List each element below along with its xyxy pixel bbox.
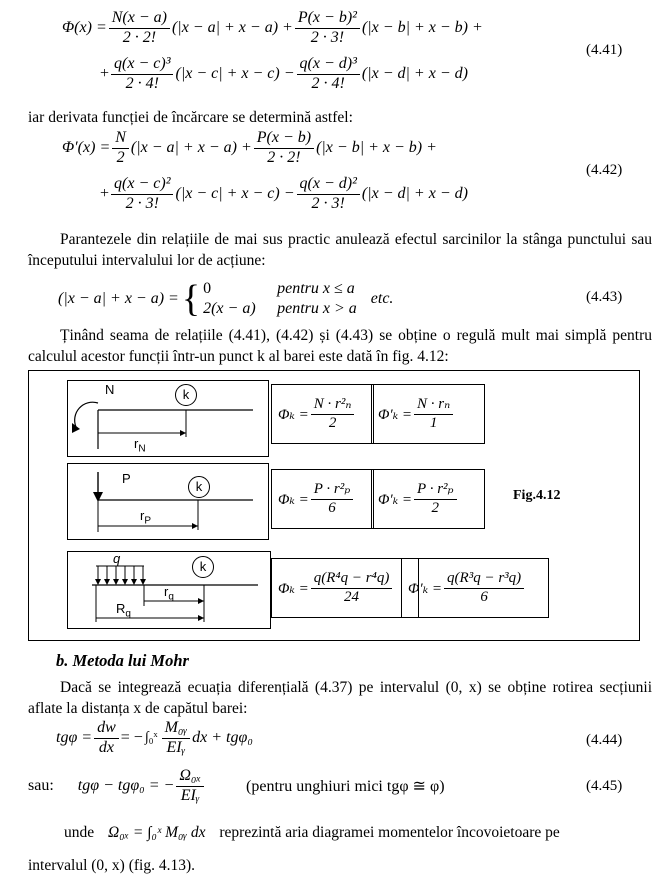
phi-formula-P: Φₖ = $\frac{\text{P · r²ₚ}}{6}$ bbox=[271, 469, 374, 529]
section-heading-mohr: b. Metoda lui Mohr bbox=[56, 651, 189, 670]
equation-number-4-44: (4.44) bbox=[586, 732, 623, 748]
equation-4-43: (|x − a| + x − a) = { 0 pentru x ≤ a 2(x − a) pentru x > a etc. bbox=[58, 278, 394, 320]
distance-label-Rq: $R_q$ bbox=[116, 601, 131, 620]
eq441-term4-fraction: $\frac{\text{q(x − d)³}}{2 \cdot 4!}$ bbox=[297, 56, 360, 93]
diagram-distributed-load bbox=[67, 551, 271, 629]
parentheses-paragraph: Parantezele din relațiile de mai sus practic anulează efectul sarcinilor la stânga punctului sau începutului intervalului lor de acțiune: bbox=[28, 231, 652, 269]
point-k-marker: k bbox=[188, 476, 210, 498]
equation-number-4-41: (4.41) bbox=[586, 42, 623, 58]
load-label-P: P bbox=[122, 471, 131, 486]
phi-formula-q: Φₖ = $\frac{\text{q(R⁴q − r⁴q)}}{24}$ bbox=[271, 558, 419, 618]
equation-number-4-42: (4.42) bbox=[586, 162, 623, 178]
equation-4-42-line-1: Φ′(x) = $\frac{N}{2}$ (|x − a| + x − a) + $\frac{P(x - b)}{2 \cdot 2!}$ (|x − b| + x − b) + bbox=[62, 129, 437, 166]
equation-4-45: sau: tgφ − tgφ₀ = − $\frac{\text{Ω₀ₓ}}{\text{EIᵧ}}$ (pentru unghiuri mici tgφ ≅ φ) bbox=[28, 767, 445, 804]
equation-number-4-45: (4.45) bbox=[586, 778, 623, 794]
diagram-point-load bbox=[67, 463, 269, 540]
point-load-diagram-svg bbox=[68, 464, 268, 539]
where-line: unde Ω₀ₓ = ∫₀ˣ M₀ᵧ dx reprezintă aria diagramei momentelor încovoietoare pe bbox=[64, 824, 560, 841]
distance-label-rq: $r_q$ bbox=[164, 584, 174, 603]
figure-4-12 bbox=[28, 370, 640, 641]
point-k-marker: k bbox=[192, 556, 214, 578]
distance-label-rN: $r_N$ bbox=[134, 436, 146, 455]
equation-number-4-43: (4.43) bbox=[586, 289, 623, 305]
figure-caption: Fig.4.12 bbox=[513, 488, 561, 503]
dphi-formula-P: Φ′ₖ = $\frac{\text{P · r²ₚ}}{2}$ bbox=[371, 469, 485, 529]
moment-diagram-svg bbox=[68, 381, 268, 456]
brace: { bbox=[181, 278, 201, 320]
derivative-intro-text: iar derivata funcției de încărcare se determină astfel: bbox=[28, 109, 353, 126]
equation-4-42-line-2: + $\frac{\text{q(x − c)²}}{2 \cdot 3!}$ (|x − c| + x − c) − $\frac{\text{q(x − d)²}}{2 \cdot 3!}$ (|x − d| + x − d) bbox=[100, 175, 468, 212]
integrate-paragraph: Dacă se integrează ecuația diferențială (4.37) pe intervalul (0, x) se obține rotirea secțiunii aflate la distanța x de capătul barei: bbox=[28, 679, 652, 717]
eq441-term1-fraction: $\frac{N(x - a)}{2 \cdot 2!}$ bbox=[109, 10, 170, 47]
point-k-marker: k bbox=[175, 384, 197, 406]
diagram-moment-load bbox=[67, 380, 269, 457]
distance-label-rP: $r_P$ bbox=[140, 508, 152, 527]
equation-4-41-line-1: Φ(x) = $\frac{N(x - a)}{2 \cdot 2!}$ (|x − a| + x − a) + $\frac{\text{P(x − b)²}}{2 \cdot 3!}$ (|x − b| + x − b) + bbox=[62, 9, 483, 46]
dphi-formula-N: Φ′ₖ = $\frac{\text{N · rₙ}}{1}$ bbox=[371, 384, 485, 444]
load-label-q: q bbox=[113, 551, 121, 566]
phi-formula-N: Φₖ = $\frac{\text{N · r²ₙ}}{2}$ bbox=[271, 384, 374, 444]
equation-4-41-line-2: + $\frac{\text{q(x − c)³}}{2 \cdot 4!}$ (|x − c| + x − c) − $\frac{\text{q(x − d)³}}{2 \cdot 4!}$ (|x − d| + x − d) bbox=[100, 55, 468, 92]
load-label-N: N bbox=[105, 382, 115, 397]
interval-line: intervalul (0, x) (fig. 4.13). bbox=[28, 857, 196, 874]
rule-paragraph: Ținând seama de relațiile (4.41), (4.42) și (4.43) se obține o regulă mult mai simplă pentru calculul acestor funcții într-un punct k al barei este dată în fig. 4.12: bbox=[28, 327, 652, 365]
eq441-lhs: Φ(x) = bbox=[62, 19, 107, 37]
eq441-term2-fraction: $\frac{\text{P(x − b)²}}{2 \cdot 3!}$ bbox=[295, 10, 360, 47]
dphi-formula-q: Φ′ₖ = $\frac{\text{q(R³q − r³q)}}{6}$ bbox=[401, 558, 549, 618]
equation-4-44: tgφ = $\frac{dw}{dx}$ = − ∫₀ˣ $\frac{\text{M₀ᵧ}}{\text{EIᵧ}}$ dx + tgφ₀ bbox=[56, 719, 253, 756]
eq441-term3-fraction: $\frac{\text{q(x − c)³}}{2 \cdot 4!}$ bbox=[111, 56, 173, 93]
